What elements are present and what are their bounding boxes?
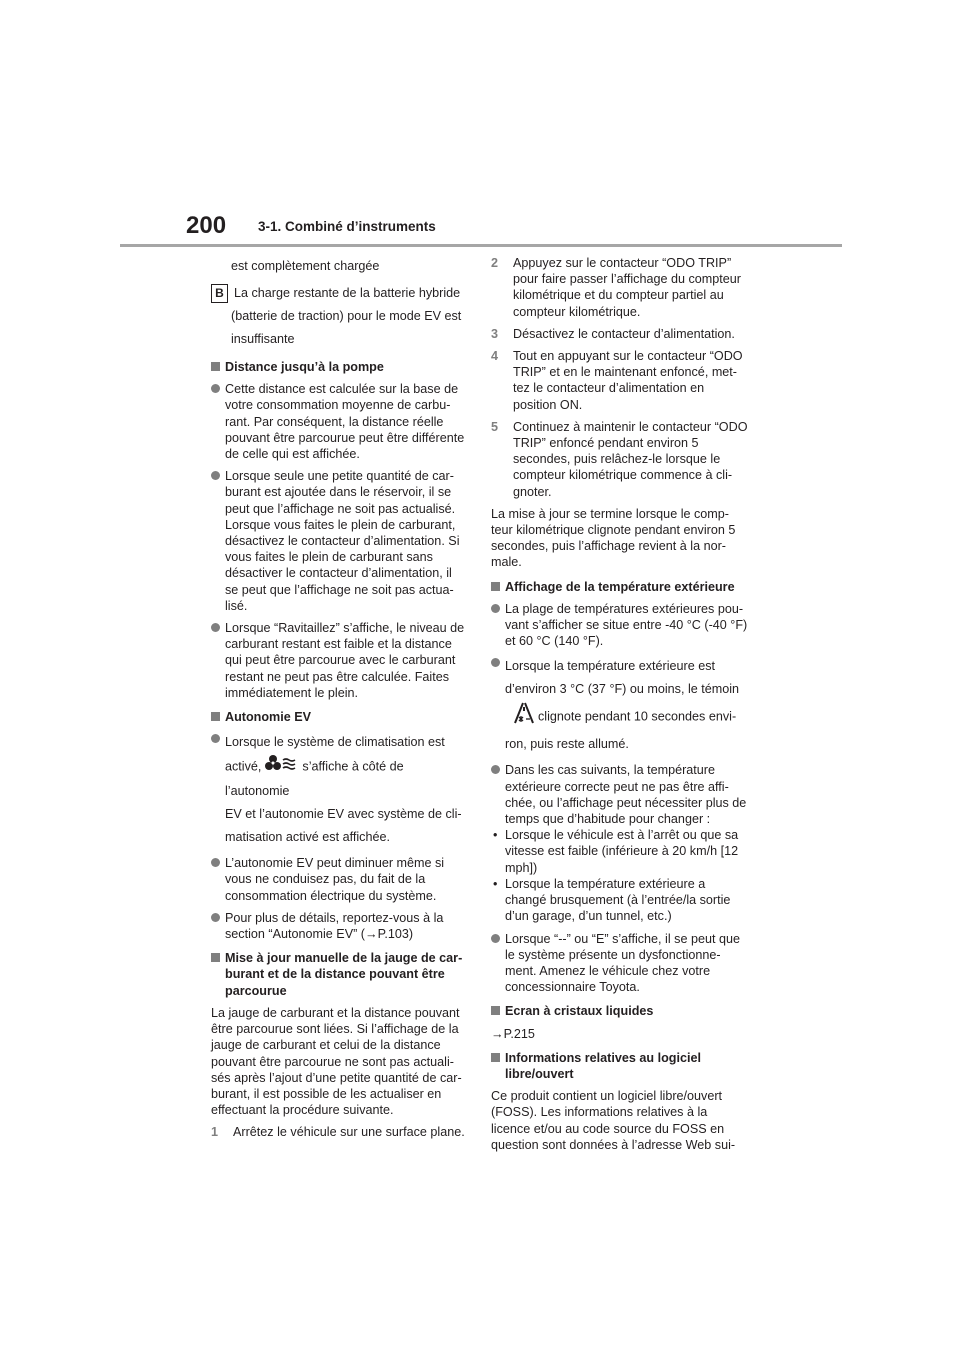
step-item <box>491 419 748 500</box>
bullet-line: ron, puis reste allumé. <box>505 737 629 752</box>
bullet-line: clignote pendant 10 secondes envi- <box>538 709 737 724</box>
sub-bullet-item: • Lorsque la température extérieure a changé brusquement (à l’entrée/la sortie d’un garage, d’un tunnel, etc.) <box>491 876 748 925</box>
step-number: 3 <box>491 326 499 341</box>
step-text: Continuez à maintenir le contacteur “ODO TRIP” enfoncé pendant environ 5 secondes, puis relâchez-le lorsque le compteur kilométrique commence à cli-gnoter. <box>513 419 748 499</box>
header-rule <box>120 244 842 247</box>
bullet-line: Lorsque la température extérieure est <box>505 659 716 674</box>
step-item <box>211 1124 468 1140</box>
bullet-line: matisation activé est affichée. <box>225 830 390 845</box>
step-text: Arrêtez le véhicule sur une surface plane. <box>233 1125 465 1140</box>
section-title: 3-1. Combiné d’instruments <box>258 219 436 234</box>
bullet-line: s’affiche à côté de l’autonomie <box>225 759 404 799</box>
bullet-item: Lorsque “--” ou “E” s’affiche, il se peut que le système présente un dysfonctionne-ment. Amenez le véhicule chez votre concessionnaire Toyota. <box>491 931 748 996</box>
bullet-line: activé, <box>225 759 262 774</box>
step-text: Désactivez le contacteur d’alimentation. <box>513 326 735 341</box>
climate-fan-icon <box>265 754 299 780</box>
page-number: 200 <box>186 212 227 239</box>
bullet-item: Dans les cas suivants, la température extérieure correcte peut ne pas être affi-chée, ou l’affichage peut nécessiter plus de temps que d’habitude pour changer : <box>491 762 748 827</box>
b-item <box>211 282 468 351</box>
bullet-item: Cette distance est calculée sur la base de votre consommation moyenne de carbu-rant. Par conséquent, la distance réelle pouvant être parcourue peut être différente de celle qui est affichée. <box>211 381 468 462</box>
bullet-item-ice-warning <box>491 655 748 756</box>
bullet-line: EV et l’autonomie EV avec système de cli- <box>225 807 462 822</box>
section-heading: Affichage de la température extérieure <box>491 579 748 595</box>
paragraph: La jauge de carburant et la distance pouvant être parcourue sont liées. Si l’affichage de la jauge de carburant et celui de la distance pouvant être parcourue ne sont pas actuali-sés après l’ajout d’une petite quantité de car-burant, il est possible de les actualiser en effectuant la procédure suivante. <box>211 1005 462 1118</box>
step-text: Appuyez sur le contacteur “ODO TRIP” pour faire passer l’affichage du compteur kilométrique et du compteur partiel au compteur kilométrique. <box>513 256 741 319</box>
b-line: insuffisante <box>231 332 295 346</box>
b-line: (batterie de traction) pour le mode EV est <box>231 309 462 323</box>
section-heading: Autonomie EV <box>211 709 468 725</box>
bullet-item: Lorsque “Ravitaillez” s’affiche, le niveau de carburant restant est faible et la distance qui peut être parcourue avec le carburant restant ne peut pas être calculée. Faites immédiatement le plein. <box>211 620 468 701</box>
step-item <box>491 348 748 413</box>
right-column <box>491 255 748 1159</box>
section-heading: Distance jusqu’à la pompe <box>211 359 468 375</box>
step-number: 5 <box>491 419 499 434</box>
sub-bullet-item: • Lorsque le véhicule est à l’arrêt ou que sa vitesse est faible (inférieure à 20 km/h [12 mph]) <box>491 827 748 876</box>
left-column <box>211 255 468 1147</box>
step-item <box>491 255 748 320</box>
step-number: 4 <box>491 349 499 364</box>
b-line: La charge restante de la batterie hybride <box>234 286 461 300</box>
step-item <box>491 326 748 342</box>
bullet-item-climate <box>211 731 468 849</box>
section-heading: Mise à jour manuelle de la jauge de car-burant et de la distance pouvant être parcourue <box>211 950 468 999</box>
step-number: 2 <box>491 256 499 270</box>
bullet-item: Pour plus de détails, reportez-vous à la section “Autonomie EV” (→P.103) <box>211 910 468 942</box>
paragraph: est complètement chargée <box>231 259 380 273</box>
bullet-item: L’autonomie EV peut diminuer même si vous ne conduisez pas, du fait de la consommation électrique du système. <box>211 855 468 904</box>
bullet-line: Lorsque le système de climatisation est <box>225 735 445 750</box>
page-reference-link[interactable]: →P.215 <box>491 1026 535 1041</box>
bullet-line: d’environ 3 °C (37 °F) ou moins, le témoin <box>505 682 740 697</box>
section-heading: Ecran à cristaux liquides <box>491 1003 748 1019</box>
section-heading: Informations relatives au logiciel libre/ouvert <box>491 1050 748 1082</box>
paragraph: Ce produit contient un logiciel libre/ouvert (FOSS). Les informations relatives à la licence et/ou au code source du FOSS en question sont données à l’adresse Web sui- <box>491 1089 736 1152</box>
bullet-item: Lorsque seule une petite quantité de car-burant est ajoutée dans le réservoir, il se peut que l’affichage ne soit pas actualisé. Lorsque vous faites le plein de carburant, désactivez le contacteur d’alimentation. Si vous faites le plein de carburant sans désactiver le contacteur d’alimentation, il se peut que l’affichage ne soit pas actua-lisé. <box>211 468 468 614</box>
step-number: 1 <box>211 1125 219 1140</box>
road-ice-warning-icon <box>513 701 535 733</box>
paragraph: La mise à jour se termine lorsque le comp-teur kilométrique clignote pendant environ 5 secondes, puis l’affichage revient à la nor-male. <box>491 506 736 570</box>
step-text: Tout en appuyant sur le contacteur “ODO TRIP” et en le maintenant enfoncé, met-tez le contacteur d’alimentation en position ON. <box>513 349 743 412</box>
bullet-item: La plage de températures extérieures pou-vant s’afficher se situe entre -40 °C (-40 °F) et 60 °C (140 °F). <box>491 601 748 650</box>
b-label-box: B <box>211 284 228 303</box>
